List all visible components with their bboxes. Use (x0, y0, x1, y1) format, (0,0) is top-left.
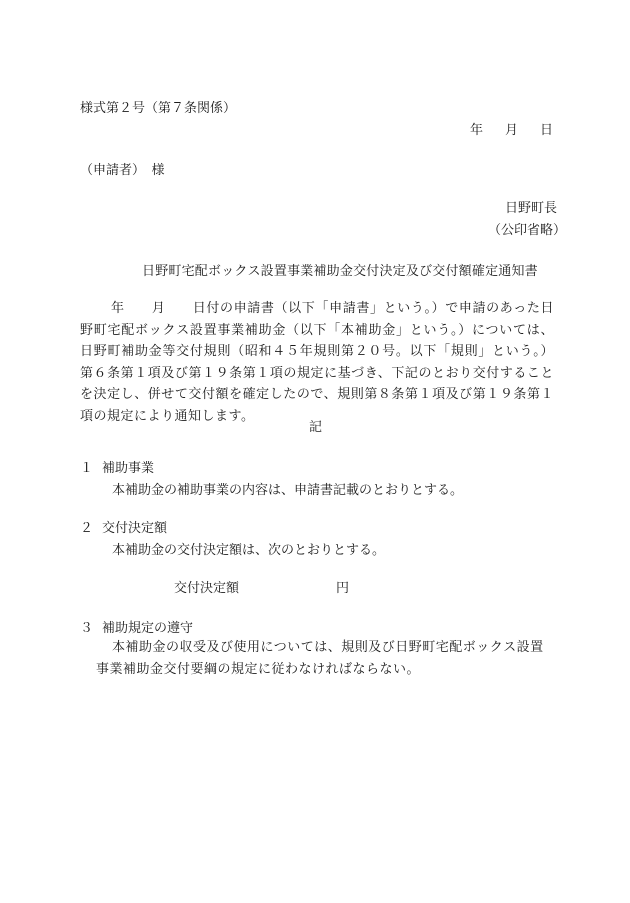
section-3-body: 本補助金の収受及び使用については、規則及び日野町宅配ボックス設置事業補助金交付要綱の規定に従わなければならない。 (96, 640, 544, 677)
section-3-title: 補助規定の遵守 (102, 621, 194, 636)
section-1-heading (80, 457, 154, 476)
date-year: 年 (470, 123, 484, 138)
date-day: 日 (540, 123, 554, 138)
issuer-name: 日野町長 (505, 201, 558, 216)
section-2-title: 交付決定額 (102, 521, 168, 536)
body-paragraph: 年 月 日付の申請書（以下「申請書」という。）で申請のあった日野町宅配ボックス設置事業補助金（以下「本補助金」という。）については、日野町補助金等交付規則（昭和４５年規則第２０号。以下「規則」という。）第６条第１項及び第１９条第１項の規定に基づき、下記のとおり交付することを決定し、併せて交付額を確定したので、規則第８条第１項及び第１９条第１項の規定により通知します。 (80, 301, 554, 424)
section-1-body: 本補助金の補助事業の内容は、申請書記載のとおりとする。 (112, 483, 464, 498)
amount-unit: 円 (336, 581, 350, 596)
amount-label: 交付決定額 (174, 581, 240, 596)
section-1-number: １ (80, 461, 94, 476)
document-title: 日野町宅配ボックス設置事業補助金交付決定及び交付額確定通知書 (142, 264, 538, 279)
date-line (470, 119, 553, 138)
addressee: （申請者） 様 (80, 163, 165, 178)
section-2-number: ２ (80, 521, 94, 536)
section-3-heading (80, 617, 193, 636)
seal-note: （公印省略） (488, 223, 567, 238)
section-1-title: 補助事業 (102, 461, 155, 476)
date-month: 月 (505, 123, 519, 138)
section-2-body: 本補助金の交付決定額は、次のとおりとする。 (112, 543, 386, 558)
ki-marker: 記 (309, 420, 323, 435)
section-3-number: ３ (80, 621, 94, 636)
section-2-heading (80, 517, 167, 536)
form-number: 様式第２号（第７条関係） (80, 101, 237, 116)
